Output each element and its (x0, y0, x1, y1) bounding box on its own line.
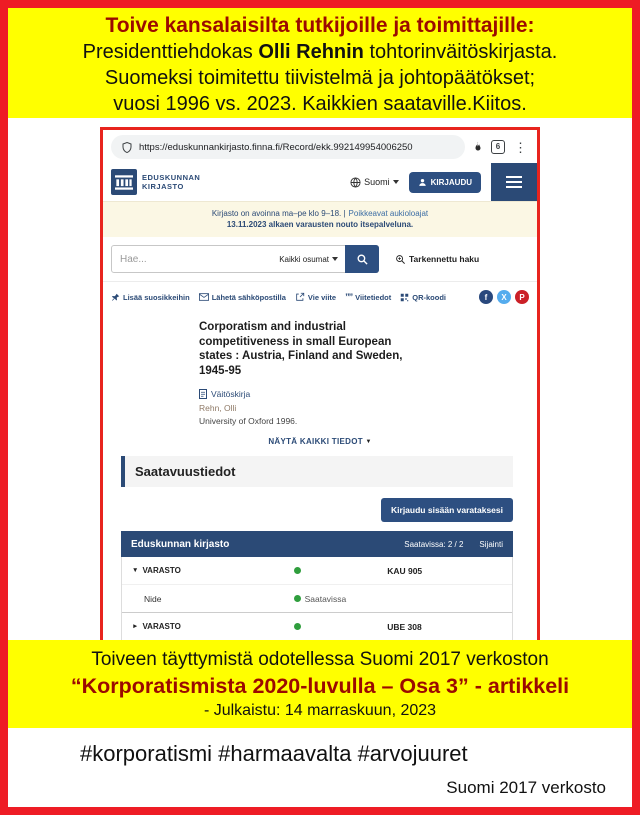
record-details (103, 310, 537, 428)
search-bar (103, 237, 537, 282)
signature: Suomi 2017 verkosto (446, 778, 606, 797)
table-row-varasto-2[interactable]: ► VARASTO UBE 308 (122, 612, 512, 640)
address-bar[interactable] (111, 135, 465, 159)
caret-down-icon: ▼ (132, 567, 139, 574)
location-column-header: Sijainti (479, 539, 503, 549)
add-to-favorites-button[interactable]: Lisää suosikkeihin (111, 293, 190, 302)
browser-screenshot (100, 127, 540, 640)
record-publisher: University of Oxford 1996. (199, 416, 298, 426)
pickup-notice-text: 13.11.2023 alkaen varausten nouto itsepalveluna. (226, 220, 414, 229)
search-scope-dropdown[interactable]: Kaikki osumat (279, 255, 345, 264)
banner-line-3: Suomeksi toimitettu tiivistelmä ja johtopäätökset; (104, 67, 536, 89)
hashtags: #korporatismi #harmaavalta #arvojuuret (80, 741, 468, 766)
footer-line-1: Toiveen täyttymistä odotellessa Suomi 2017 verkoston (91, 649, 549, 670)
parliament-building-icon (111, 169, 137, 195)
opening-hours-notice (103, 201, 537, 237)
banner-headline: Toive kansalaisilta tutkijoille ja toimittajille: (105, 14, 535, 37)
record-title: Corporatism and industrial competitiveness in small European states : Austria, Finland and Sweden, 1945-95 (199, 321, 403, 377)
chevron-down-icon (332, 257, 338, 261)
export-icon (295, 292, 305, 302)
document-icon (199, 389, 207, 399)
send-email-button[interactable]: Lähetä sähköpostilla (199, 293, 286, 302)
available-count: Saatavissa: 2 / 2 (404, 539, 464, 549)
search-icon (356, 253, 369, 266)
available-status-dot (294, 567, 301, 574)
record-author-link[interactable]: Rehn, Olli (199, 403, 237, 413)
footer-banner (8, 640, 632, 728)
footer-publish-date: - Julkaistu: 14 marraskuun, 2023 (203, 702, 437, 719)
show-all-details-toggle[interactable]: NÄYTÄ KAIKKI TIEDOT ▼ (268, 437, 372, 446)
footer-article-title: “Korporatismista 2020-luvulla – Osa 3” - artikkeli (70, 674, 570, 698)
quote-icon: ”” (345, 292, 353, 302)
login-button[interactable]: KIRJAUDU (409, 172, 481, 193)
qr-code-icon (400, 293, 409, 302)
tab-counter[interactable]: 6 (491, 140, 505, 154)
cite-button[interactable]: ”” Viitetiedot (345, 292, 392, 302)
call-number: UBE 308 (387, 621, 422, 632)
exceptional-hours-link[interactable]: Poikkeavat aukioloajat (348, 209, 429, 218)
record-format: Väitöskirja (199, 389, 529, 399)
pin-icon (111, 293, 120, 302)
availability-table-header (121, 531, 513, 557)
url-text: https://eduskunnankirjasto.finna.fi/Record/ekk.992149954006250 (139, 141, 413, 153)
logo-text: EDUSKUNNAN KIRJASTO (142, 173, 201, 191)
login-to-reserve-button[interactable]: Kirjaudu sisään varataksesi (381, 498, 513, 522)
search-input[interactable] (112, 254, 279, 265)
caret-down-icon: ▼ (365, 439, 372, 445)
record-actions-toolbar (103, 282, 537, 310)
caret-right-icon: ► (132, 623, 139, 630)
hashtags-area (8, 728, 632, 807)
availability-status-label: Saatavissa (304, 593, 347, 604)
table-row-varasto-1[interactable]: ▼ VARASTO KAU 905 (122, 557, 512, 584)
pinterest-icon[interactable]: P (515, 290, 529, 304)
availability-section-title: Saatavuustiedot (121, 456, 513, 487)
call-number: KAU 905 (387, 565, 423, 576)
available-status-dot (294, 595, 301, 602)
header-banner (8, 8, 632, 118)
export-citation-button[interactable]: Vie viite (295, 292, 336, 302)
opening-hours-text: Kirjasto on avoinna ma–pe klo 9–18. | (211, 209, 346, 218)
screenshot-area (8, 118, 632, 640)
browser-toolbar (103, 130, 537, 163)
envelope-icon (199, 293, 209, 301)
qr-code-button[interactable]: QR-koodi (400, 293, 446, 302)
person-icon (418, 178, 427, 187)
brave-rewards-icon[interactable] (472, 140, 484, 154)
author-name-bold: Olli Rehnin (258, 41, 364, 63)
table-row-nide: Nide Saatavissa (122, 584, 512, 612)
hamburger-menu-button[interactable] (491, 163, 537, 201)
chevron-down-icon (393, 180, 399, 184)
globe-icon (350, 177, 361, 188)
search-button[interactable] (345, 245, 379, 273)
banner-line-4: vuosi 1996 vs. 2023. Kaikkien saataville.Kiitos. (113, 93, 527, 115)
browser-menu-icon[interactable]: ⋮ (514, 139, 527, 155)
availability-table (121, 531, 513, 640)
library-logo[interactable] (111, 169, 200, 195)
language-selector[interactable]: Suomi (350, 177, 399, 188)
facebook-icon[interactable]: f (479, 290, 493, 304)
available-status-dot (294, 623, 301, 630)
search-plus-icon (395, 254, 406, 265)
shield-icon (121, 141, 133, 154)
site-header (103, 163, 537, 201)
twitter-icon[interactable]: X (497, 290, 511, 304)
banner-line-2: Presidenttiehdokas Olli Rehnin tohtorinväitöskirjasta. (82, 41, 558, 63)
advanced-search-link[interactable]: Tarkennettu haku (395, 254, 479, 265)
organisation-name: Eduskunnan kirjasto (131, 538, 230, 550)
